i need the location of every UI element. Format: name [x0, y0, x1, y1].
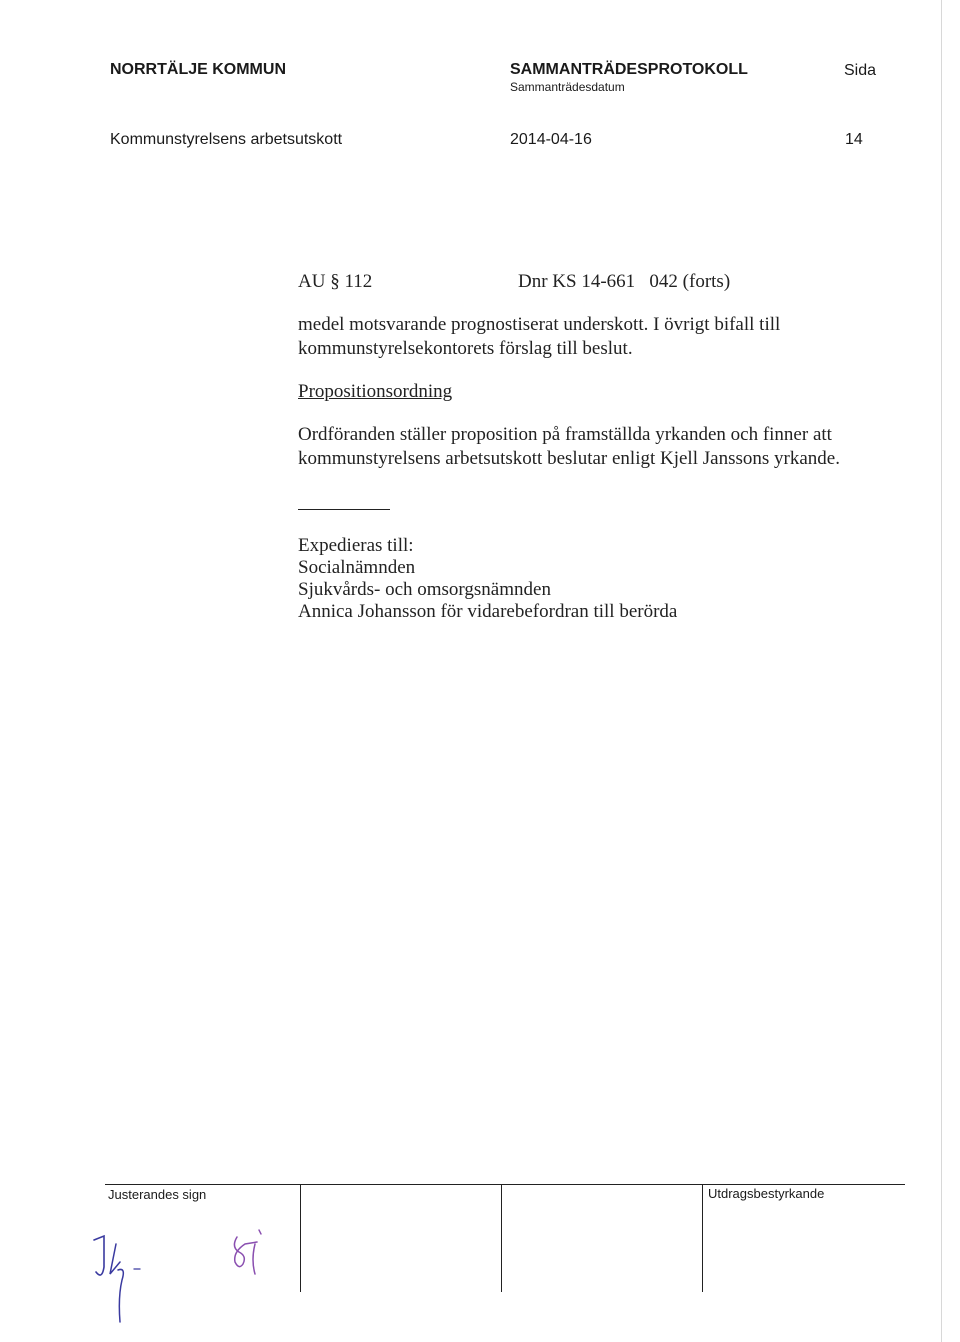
date-label: Sammanträdesdatum: [510, 80, 625, 94]
recipient-item: Socialnämnden: [298, 557, 416, 578]
distribution-label: Expedieras till:: [298, 535, 414, 556]
meeting-date: 2014-04-16: [510, 131, 592, 148]
extract-label: Utdragsbestyrkande: [708, 1186, 825, 1201]
footer-divider: [300, 1184, 301, 1292]
footer-divider: [702, 1184, 703, 1292]
recipient-item: Sjukvårds- och omsorgsnämnden: [298, 579, 551, 600]
sign-label: Justerandes sign: [108, 1187, 207, 1202]
scan-edge-line: [941, 0, 942, 1342]
proposition-text-line: Ordföranden ställer proposition på framställda yrkanden och finner att: [298, 424, 832, 445]
footer-top-rule: [105, 1184, 905, 1185]
case-number: Dnr KS 14-661 042 (forts): [518, 271, 731, 292]
section-heading: Propositionsordning: [298, 381, 453, 402]
document-type: SAMMANTRÄDESPROTOKOLL: [510, 61, 748, 78]
committee-name: Kommunstyrelsens arbetsutskott: [110, 131, 343, 148]
intro-text-line: medel motsvarande prognostiserat underskott. I övrigt bifall till: [298, 314, 781, 335]
footer-divider: [501, 1184, 502, 1292]
signature-initials: [82, 1222, 152, 1327]
separator-line: [298, 509, 390, 510]
recipient-item: Annica Johansson för vidarebefordran till berörda: [298, 601, 678, 622]
organization-name: NORRTÄLJE KOMMUN: [110, 61, 286, 78]
page-number: 14: [845, 131, 863, 148]
signature-initials: [225, 1222, 270, 1282]
page-label: Sida: [844, 62, 877, 79]
proposition-text-line: kommunstyrelsens arbetsutskott beslutar enligt Kjell Janssons yrkande.: [298, 448, 840, 469]
paragraph-number: AU § 112: [298, 271, 373, 292]
intro-text-line: kommunstyrelsekontorets förslag till beslut.: [298, 338, 633, 359]
